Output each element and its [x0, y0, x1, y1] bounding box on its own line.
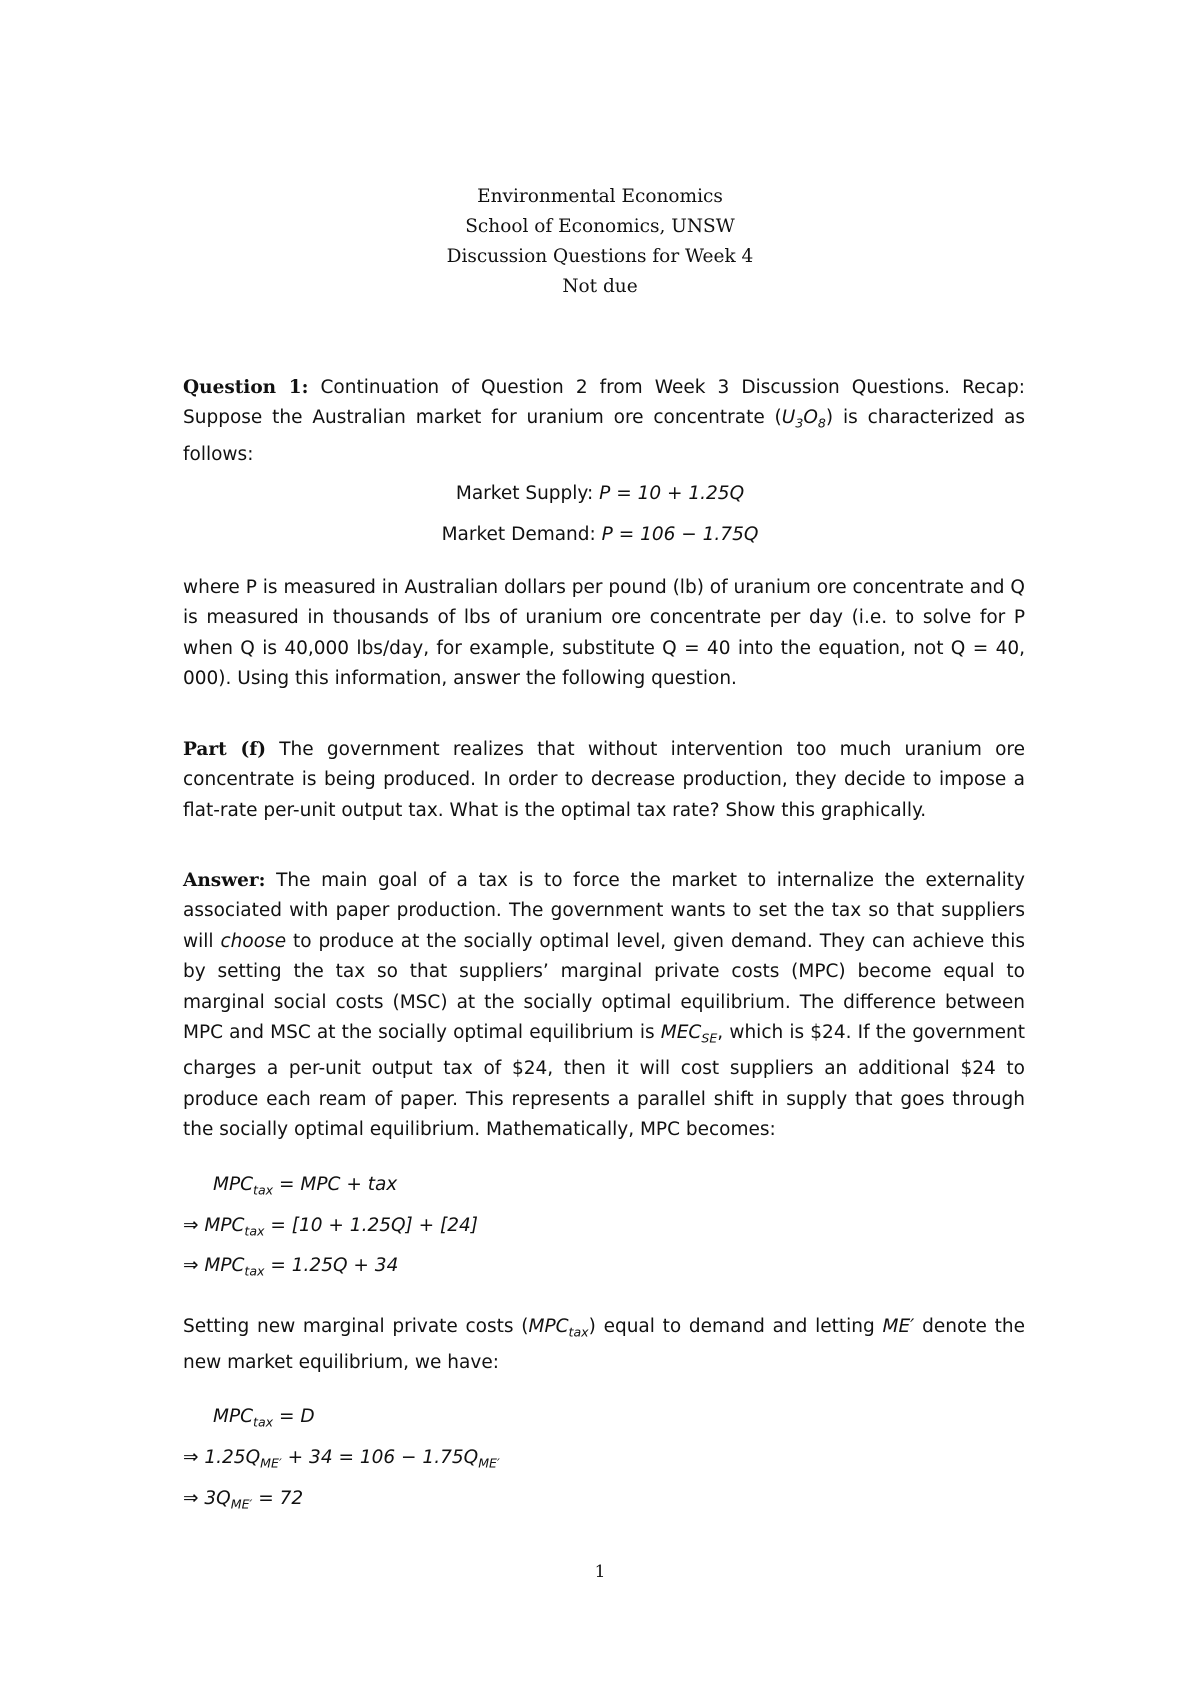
question-1-text-b: ) is characterized as follows: [183, 407, 1025, 465]
derivation-1-line-3 [183, 1251, 398, 1287]
derivation-2-line-3 [183, 1484, 303, 1520]
part-f-label: Part (f) [183, 739, 266, 760]
deriv1-l2-b: = [10 + 1.25Q] + [24] [264, 1215, 479, 1236]
question-1-paragraph [183, 373, 1025, 470]
deriv2-l1-sub: tax [253, 1414, 274, 1430]
answer-text-b: to produce at the socially optimal level, given demand. They can achieve this by setting the tax so that suppliers’ marginal private costs (MPC) become equal to marginal social costs (MSC) at the socially optimal equilibrium. The difference between MPC and MSC at the socially optimal equilibrium is [183, 930, 1026, 1044]
demand-label: Market Demand: [441, 524, 596, 545]
school-name: School of Economics, UNSW [465, 216, 735, 237]
answer-choose: choose [220, 930, 287, 952]
answer-text-a: The main goal of a tax is to force the market to internalize the externality associated with paper production. The government wants to set the tax so that suppliers will [183, 870, 1025, 952]
market-demand-equation [0, 524, 1200, 545]
market-supply-equation [0, 483, 1200, 504]
deriv2-l2-sub1: ME′ [260, 1455, 282, 1471]
deriv2-l2-b: + 34 = 106 − 1.75Q [281, 1447, 479, 1468]
setting-me: ME′ [882, 1316, 915, 1337]
formula-o-sub: 8 [817, 416, 826, 432]
question-1-text-a: Continuation of Question 2 from Week 3 Discussion Questions. Recap: Suppose the Australian market for uranium ore concentrate ( [183, 377, 1025, 429]
due-note: Not due [562, 276, 638, 297]
deriv1-l3-a: ⇒ MPC [183, 1255, 245, 1276]
answer-mec: MEC [660, 1022, 702, 1044]
formula-o: O [803, 407, 818, 429]
deriv1-l1-b: = MPC + tax [273, 1174, 398, 1195]
deriv2-l1-b: = D [273, 1406, 315, 1427]
course-title: Environmental Economics [477, 186, 723, 207]
part-f-paragraph [183, 735, 1025, 826]
demand-formula: P = 106 − 1.75Q [601, 524, 759, 545]
setting-text-b: ) equal to demand and letting [588, 1316, 875, 1337]
deriv1-l3-sub: tax [244, 1263, 265, 1279]
deriv1-l1-sub: tax [253, 1182, 274, 1198]
deriv2-l2-a: ⇒ 1.25Q [183, 1447, 261, 1468]
deriv1-l3-b: = 1.25Q + 34 [264, 1255, 399, 1276]
deriv1-l2-a: ⇒ MPC [183, 1215, 245, 1236]
deriv1-l2-sub: tax [244, 1223, 265, 1239]
supply-label: Market Supply: [455, 483, 594, 504]
answer-mec-sub: SE [701, 1030, 718, 1046]
derivation-2-line-1 [213, 1402, 315, 1438]
deriv2-l2-sub2: ME′ [478, 1455, 500, 1471]
derivation-1-line-1 [213, 1170, 397, 1206]
setting-mpc: MPC [528, 1316, 569, 1337]
page-number: 1 [594, 1562, 606, 1582]
document-header [0, 182, 1200, 302]
answer-text-c: , which is $24. If the government charges a per-unit output tax of $24, then it will cost suppliers an additional $24 to produce each ream of paper. This represents a parallel shift in supply that goes through the socially optimal equilibrium. Mathematically, MPC becomes: [183, 1022, 1026, 1140]
derivation-2-line-2 [183, 1443, 500, 1479]
formula-u-sub: 3 [795, 416, 804, 432]
setting-paragraph [183, 1312, 1025, 1379]
answer-paragraph [183, 866, 1025, 1145]
deriv2-l1-a: MPC [213, 1406, 254, 1427]
deriv2-l3-a: ⇒ 3Q [183, 1488, 231, 1509]
deriv2-l3-sub: ME′ [230, 1496, 253, 1512]
derivation-1-line-2 [183, 1211, 478, 1247]
setting-text-c: denote the new market equilibrium, we have: [183, 1316, 1025, 1374]
setting-mpc-sub: tax [568, 1324, 589, 1340]
supply-formula: P = 10 + 1.25Q [599, 483, 745, 504]
setting-text-a: Setting new marginal private costs ( [183, 1316, 529, 1337]
answer-label: Answer: [183, 870, 266, 891]
deriv2-l3-b: = 72 [252, 1488, 304, 1509]
where-paragraph: where P is measured in Australian dollars per pound (lb) of uranium ore concentrate and Q is measured in thousands of lbs of uranium ore concentrate per day (i.e. to solve for P when Q is 40,000 lbs/day, for example, substitute Q = 40 into the equation, not Q = 40, 000). Using this information, answer the following question. [183, 577, 1025, 690]
part-f-text: The government realizes that without intervention too much uranium ore concentrate is being produced. In order to decrease production, they decide to impose a flat-rate per-unit output tax. What is the optimal tax rate? Show this graphically. [183, 739, 1025, 821]
deriv1-l1-a: MPC [213, 1174, 254, 1195]
formula-u: U [781, 407, 796, 429]
question-1-label: Question 1: [183, 377, 309, 398]
week-title: Discussion Questions for Week 4 [446, 246, 754, 267]
